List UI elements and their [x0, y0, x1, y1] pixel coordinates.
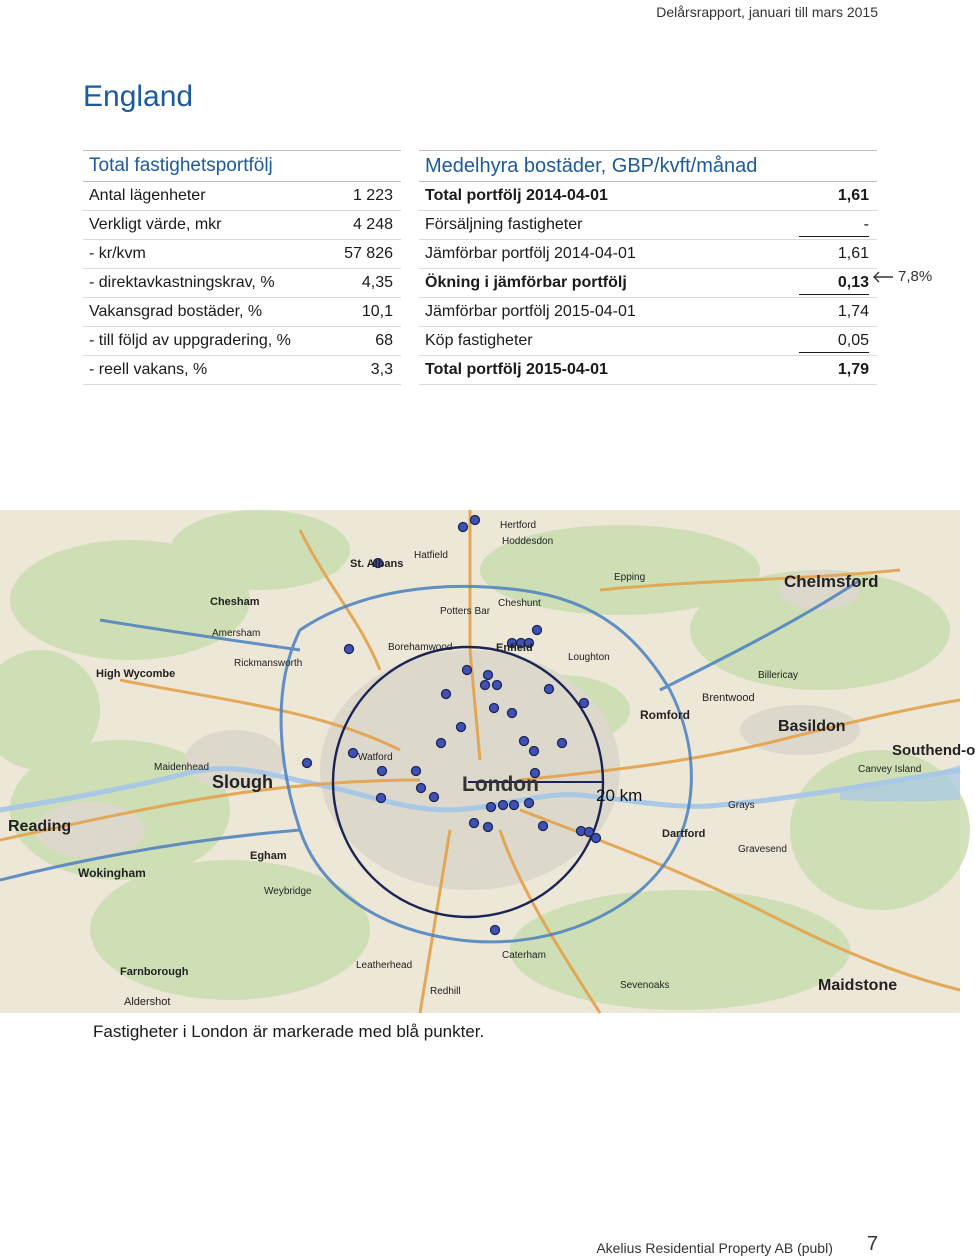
table-row [83, 298, 401, 327]
map-label-gravesend: Gravesend [738, 844, 787, 855]
row-value: 3,3 [370, 361, 393, 378]
property-marker [490, 704, 499, 713]
map-label-weybridge: Weybridge [264, 886, 312, 897]
property-marker [520, 737, 529, 746]
map-label-reading: Reading [8, 818, 72, 835]
map-label-egham: Egham [250, 850, 287, 862]
table-row [83, 269, 401, 298]
map-label-hertford: Hertford [500, 520, 537, 531]
table-row [419, 211, 877, 240]
property-marker [417, 784, 426, 793]
property-marker [377, 794, 386, 803]
property-marker [592, 834, 601, 843]
portfolio-table [83, 150, 401, 385]
map-label-epping: Epping [614, 572, 646, 583]
row-label: Jämförbar portfölj 2015-04-01 [425, 303, 636, 320]
property-marker [459, 523, 468, 532]
row-label: Ökning i jämförbar portfölj [425, 274, 627, 291]
table-row [83, 182, 401, 211]
map-label-chesham: Chesham [210, 596, 260, 608]
map-label-high-wycombe: High Wycombe [96, 668, 176, 680]
map-label-enfield: Enfield [496, 642, 533, 654]
row-value: 4,35 [361, 274, 393, 291]
table-row [419, 298, 877, 327]
map-label-slough: Slough [212, 772, 273, 792]
rent-table-title: Medelhyra bostäder, GBP/kvft/månad [419, 150, 877, 182]
row-value: 1,61 [837, 245, 869, 262]
map-label-sevenoaks: Sevenoaks [620, 980, 670, 991]
map-label-grays: Grays [728, 800, 755, 811]
row-value: 57 826 [344, 245, 393, 262]
property-marker [525, 799, 534, 808]
table-row [419, 327, 877, 356]
table-row [419, 182, 877, 211]
row-value: 1,61 [837, 187, 869, 204]
rent-table [419, 150, 877, 385]
map-label-romford: Romford [640, 708, 690, 722]
property-marker [558, 739, 567, 748]
map-label-farnborough: Farnborough [120, 966, 189, 978]
london-map [0, 510, 975, 1013]
property-marker [345, 645, 354, 654]
map-label-maidenhead: Maidenhead [154, 762, 210, 773]
map-label-basildon: Basildon [778, 718, 846, 735]
row-label: Vakansgrad bostäder, % [89, 303, 263, 320]
row-value: 4 248 [352, 216, 393, 233]
property-marker [487, 803, 496, 812]
property-marker [303, 759, 312, 768]
property-marker [510, 801, 519, 810]
map-label-canvey: Canvey Island [858, 764, 922, 775]
row-value: 0,05 [799, 327, 869, 353]
property-marker [349, 749, 358, 758]
map-label-billericay: Billericay [758, 670, 799, 681]
row-label: - kr/kvm [89, 245, 146, 262]
row-value: 1 223 [352, 187, 393, 204]
row-value: 68 [375, 332, 393, 349]
map-label-maidstone: Maidstone [818, 977, 898, 994]
row-label: Verkligt värde, mkr [89, 216, 222, 233]
property-marker [481, 681, 490, 690]
row-value: - [799, 211, 869, 237]
footer-company: Akelius Residential Property AB (publ) [596, 1240, 833, 1256]
map-label-amersham: Amersham [212, 628, 261, 639]
property-marker [442, 690, 451, 699]
map-label-st-albans: St. Albans [350, 558, 404, 570]
row-value: 1,79 [837, 361, 869, 378]
map-label-cheshunt: Cheshunt [498, 598, 541, 609]
row-value: 10,1 [361, 303, 393, 320]
running-header: Delårsrapport, januari till mars 2015 [656, 4, 878, 20]
map-label-borehamwood: Borehamwood [388, 642, 453, 653]
table-row [83, 327, 401, 356]
map-label-wokingham: Wokingham [78, 866, 146, 880]
increase-note [872, 268, 932, 285]
property-marker [484, 671, 493, 680]
table-row [419, 240, 877, 269]
map-label-southend: Southend-o [892, 742, 975, 759]
page-footer [596, 1233, 878, 1256]
row-value: 1,74 [837, 303, 869, 320]
property-marker [437, 739, 446, 748]
property-marker [430, 793, 439, 802]
property-marker [470, 819, 479, 828]
map-label-dartford: Dartford [662, 828, 706, 840]
row-label: Antal lägenheter [89, 187, 206, 204]
property-marker [491, 926, 500, 935]
property-marker [530, 747, 539, 756]
map-label-brentwood: Brentwood [702, 692, 755, 704]
row-label: - till följd av uppgradering, % [89, 332, 291, 349]
property-marker [378, 767, 387, 776]
row-label: Total portfölj 2015-04-01 [425, 361, 608, 378]
arrow-left-icon [872, 271, 894, 283]
table-row [83, 240, 401, 269]
row-label: Köp fastigheter [425, 332, 533, 349]
map-label-aldershot: Aldershot [124, 996, 171, 1008]
row-label: - direktavkastningskrav, % [89, 274, 275, 291]
map-label-potters-bar: Potters Bar [440, 606, 491, 617]
map-label-caterham: Caterham [502, 950, 546, 961]
portfolio-table-title: Total fastighetsportfölj [83, 150, 401, 182]
property-marker [508, 709, 517, 718]
property-marker [580, 699, 589, 708]
page-number: 7 [866, 1233, 878, 1255]
map-label-watford: Watford [358, 752, 393, 763]
property-marker [484, 823, 493, 832]
map-label-redhill: Redhill [430, 986, 461, 997]
property-marker [539, 822, 548, 831]
property-marker [471, 516, 480, 525]
property-marker [463, 666, 472, 675]
map-label-hoddesdon: Hoddesdon [502, 536, 554, 547]
increase-percent: 7,8% [898, 268, 933, 285]
map-label-hatfield: Hatfield [414, 550, 448, 561]
map-label-london: London [462, 773, 539, 796]
table-row [83, 356, 401, 385]
table-row [83, 211, 401, 240]
property-marker [499, 801, 508, 810]
row-value: 0,13 [799, 269, 869, 295]
map-label-chelmsford: Chelmsford [784, 572, 879, 591]
row-label: Total portfölj 2014-04-01 [425, 187, 608, 204]
property-marker [457, 723, 466, 732]
property-marker [493, 681, 502, 690]
scale-label: 20 km [596, 786, 643, 805]
map-label-loughton: Loughton [568, 652, 610, 663]
row-label: Försäljning fastigheter [425, 216, 583, 233]
row-label: - reell vakans, % [89, 361, 208, 378]
map-label-leatherhead: Leatherhead [356, 960, 413, 971]
section-title: England [83, 80, 194, 113]
property-marker [545, 685, 554, 694]
map-caption: Fastigheter i London är markerade med blå punkter. [93, 1022, 485, 1041]
table-row [419, 269, 877, 298]
row-label: Jämförbar portfölj 2014-04-01 [425, 245, 636, 262]
map-label-rickmansworth: Rickmansworth [234, 658, 303, 669]
property-marker [533, 626, 542, 635]
table-row [419, 356, 877, 385]
property-marker [412, 767, 421, 776]
